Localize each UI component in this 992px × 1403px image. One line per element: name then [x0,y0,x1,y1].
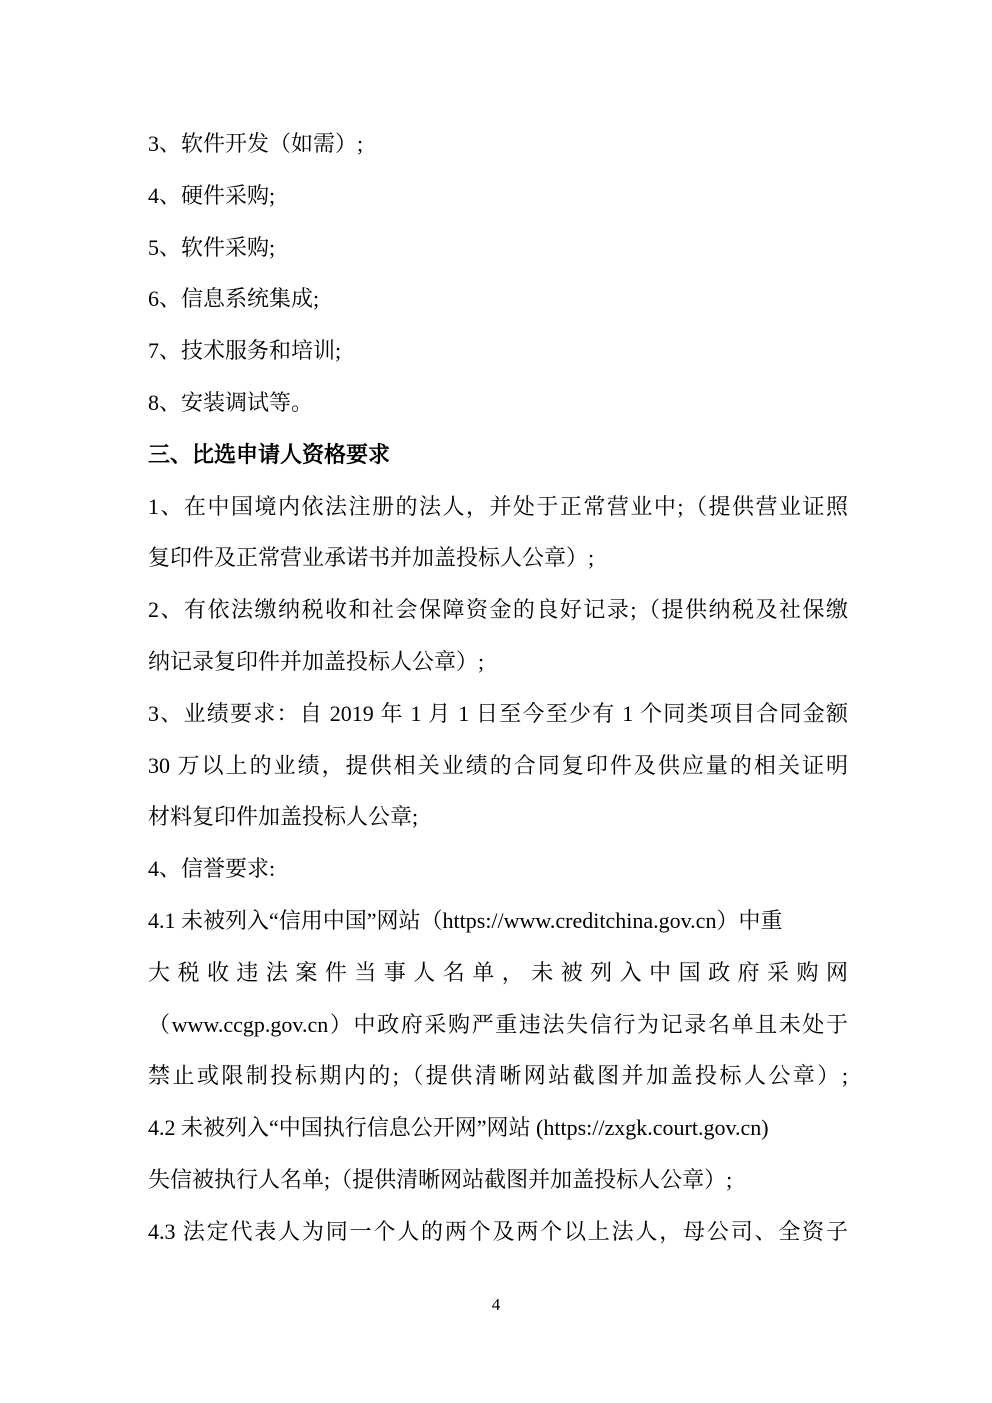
doc-line: 纳记录复印件并加盖投标人公章）; [148,648,485,674]
doc-line: 失信被执行人名单;（提供清晰网站截图并加盖投标人公章）; [148,1166,733,1192]
doc-line: 5、软件采购; [148,234,276,260]
doc-line: 4、信誉要求: [148,856,276,882]
document-page [148,118,848,1258]
doc-line: 材料复印件加盖投标人公章; [148,804,419,830]
doc-line: 禁止或限制投标期内的;（提供清晰网站截图并加盖投标人公章）; [148,1063,848,1089]
doc-line: 1、在中国境内依法注册的法人，并处于正常营业中;（提供营业证照 [148,493,848,519]
doc-line: 4、硬件采购; [148,182,276,208]
doc-line: 2、有依法缴纳税收和社会保障资金的良好记录;（提供纳税及社保缴 [148,597,848,623]
doc-line: 4.1 未被列入“信用中国”网站（https://www.creditchina.gov.cn）中重 [148,907,783,933]
section-heading: 三、比选申请人资格要求 [148,441,391,467]
doc-line: 大税收违法案件当事人名单，未被列入中国政府采购网 [148,959,848,985]
doc-line: 6、信息系统集成; [148,286,320,312]
page-number: 4 [491,1295,501,1314]
doc-line: 8、安装调试等。 [148,389,314,415]
doc-line: 3、软件开发（如需）; [148,131,364,156]
doc-line: 7、技术服务和培训; [148,338,342,364]
doc-line: （www.ccgp.gov.cn）中政府采购严重违法失信行为记录名单且未处于 [148,1011,848,1037]
doc-line: 4.3 法定代表人为同一个人的两个及两个以上法人，母公司、全资子 [148,1218,848,1244]
doc-line: 3、业绩要求：自 2019 年 1 月 1 日至今至少有 1 个同类项目合同金额 [148,700,848,726]
doc-line: 30 万以上的业绩，提供相关业绩的合同复印件及供应量的相关证明 [148,752,848,778]
doc-line: 4.2 未被列入“中国执行信息公开网”网站 (https://zxgk.court.gov.cn) [148,1115,769,1141]
doc-line: 复印件及正常营业承诺书并加盖投标人公章）; [148,545,595,571]
